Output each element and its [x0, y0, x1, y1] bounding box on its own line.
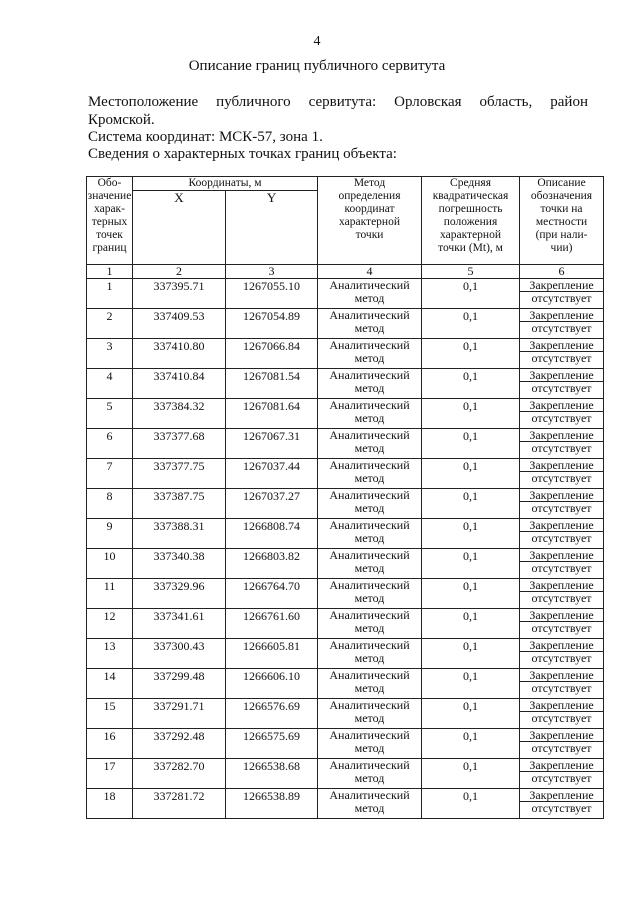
column-number: 3 [226, 265, 318, 279]
location-word: область, [479, 94, 533, 110]
description-text: отсутствует [531, 501, 592, 515]
point-number: 2 [87, 309, 133, 339]
method-text: Аналитический [329, 758, 410, 772]
method-cell [318, 279, 422, 309]
method-text: метод [354, 411, 385, 425]
coordinate-y: 1266761.60 [226, 609, 318, 639]
method-text: метод [354, 531, 385, 545]
method-text: метод [354, 741, 385, 755]
header-description: Описание обозначения точки на местности (при нали- чии) [520, 177, 604, 265]
coordinate-x: 337341.61 [133, 609, 226, 639]
column-number-row [87, 265, 604, 279]
document-title: Описание границ публичного сервитута [188, 58, 446, 74]
method-cell [318, 759, 422, 789]
description-text: отсутствует [531, 471, 592, 485]
description-cell [520, 279, 604, 309]
error-value: 0,1 [422, 549, 520, 579]
description-text: Закрепление [520, 519, 603, 532]
table-row [87, 789, 604, 819]
point-number: 10 [87, 549, 133, 579]
coordinate-y: 1266764.70 [226, 579, 318, 609]
error-value: 0,1 [422, 759, 520, 789]
column-number: 6 [520, 265, 604, 279]
error-value: 0,1 [422, 729, 520, 759]
description-text: отсутствует [531, 711, 592, 725]
column-number: 4 [318, 265, 422, 279]
description-text: отсутствует [531, 531, 592, 545]
method-text: метод [354, 561, 385, 575]
coordinate-y: 1266576.69 [226, 699, 318, 729]
method-text: метод [354, 321, 385, 335]
description-text: отсутствует [531, 351, 592, 365]
table-row [87, 519, 604, 549]
page-number: 4 [313, 34, 321, 49]
error-value: 0,1 [422, 279, 520, 309]
description-text: Закрепление [520, 279, 603, 292]
description-cell [520, 759, 604, 789]
description-text: отсутствует [531, 771, 592, 785]
method-text: Аналитический [329, 518, 410, 532]
method-cell [318, 309, 422, 339]
coordinate-x: 337409.53 [133, 309, 226, 339]
error-value: 0,1 [422, 789, 520, 819]
point-number: 4 [87, 369, 133, 399]
header-point-designation: Обо- значение харак- терных точек границ [87, 177, 133, 265]
method-cell [318, 399, 422, 429]
method-text: Аналитический [329, 458, 410, 472]
description-text: Закрепление [520, 699, 603, 712]
error-value: 0,1 [422, 579, 520, 609]
table-row [87, 579, 604, 609]
method-text: Аналитический [329, 668, 410, 682]
description-cell [520, 339, 604, 369]
error-value: 0,1 [422, 309, 520, 339]
coordinate-x: 337291.71 [133, 699, 226, 729]
coordinate-y: 1266605.81 [226, 639, 318, 669]
table-row [87, 459, 604, 489]
method-text: Аналитический [329, 548, 410, 562]
description-text: Закрепление [520, 489, 603, 502]
method-text: метод [354, 351, 385, 365]
table-row [87, 309, 604, 339]
method-cell [318, 789, 422, 819]
header-error: Средняя квадратическая погрешность положения характерной точки (Mt), м [422, 177, 520, 265]
table-row [87, 279, 604, 309]
point-number: 17 [87, 759, 133, 789]
point-number: 12 [87, 609, 133, 639]
header-y: Y [226, 191, 318, 265]
table-row [87, 609, 604, 639]
table-row [87, 429, 604, 459]
point-number: 7 [87, 459, 133, 489]
description-text: отсутствует [531, 741, 592, 755]
method-text: метод [354, 651, 385, 665]
coordinate-system: Система координат: МСК-57, зона 1. [88, 129, 323, 145]
coordinate-y: 1267055.10 [226, 279, 318, 309]
description-cell [520, 639, 604, 669]
description-text: отсутствует [531, 381, 592, 395]
coordinate-x: 337300.43 [133, 639, 226, 669]
description-text: Закрепление [520, 579, 603, 592]
coordinate-y: 1267054.89 [226, 309, 318, 339]
column-number: 2 [133, 265, 226, 279]
method-text: метод [354, 501, 385, 515]
coordinate-y: 1266808.74 [226, 519, 318, 549]
description-cell [520, 669, 604, 699]
method-cell [318, 519, 422, 549]
method-text: метод [354, 291, 385, 305]
method-text: метод [354, 441, 385, 455]
coordinate-y: 1266606.10 [226, 669, 318, 699]
coordinate-y: 1267081.54 [226, 369, 318, 399]
method-cell [318, 699, 422, 729]
method-text: метод [354, 381, 385, 395]
point-number: 1 [87, 279, 133, 309]
description-text: отсутствует [531, 321, 592, 335]
error-value: 0,1 [422, 519, 520, 549]
location-word: публичного [216, 94, 291, 110]
location-continuation: Кромской. [88, 112, 155, 128]
table-row [87, 399, 604, 429]
method-text: метод [354, 771, 385, 785]
method-cell [318, 339, 422, 369]
description-cell [520, 519, 604, 549]
description-text: отсутствует [531, 291, 592, 305]
description-cell [520, 309, 604, 339]
description-text: Закрепление [520, 639, 603, 652]
coordinate-x: 337281.72 [133, 789, 226, 819]
description-text: отсутствует [531, 651, 592, 665]
description-text: Закрепление [520, 429, 603, 442]
table-row [87, 669, 604, 699]
method-text: метод [354, 621, 385, 635]
method-text: Аналитический [329, 578, 410, 592]
point-number: 18 [87, 789, 133, 819]
method-text: Аналитический [329, 728, 410, 742]
coordinate-x: 337299.48 [133, 669, 226, 699]
point-number: 14 [87, 669, 133, 699]
method-cell [318, 639, 422, 669]
point-number: 15 [87, 699, 133, 729]
coordinate-y: 1267037.27 [226, 489, 318, 519]
table-row [87, 339, 604, 369]
description-text: Закрепление [520, 669, 603, 682]
description-cell [520, 369, 604, 399]
method-text: метод [354, 591, 385, 605]
coordinate-y: 1266538.89 [226, 789, 318, 819]
method-text: Аналитический [329, 278, 410, 292]
description-cell [520, 789, 604, 819]
description-text: Закрепление [520, 369, 603, 382]
point-number: 16 [87, 729, 133, 759]
point-number: 6 [87, 429, 133, 459]
points-caption: Сведения о характерных точках границ объекта: [88, 146, 397, 162]
description-text: Закрепление [520, 549, 603, 562]
coordinates-table [86, 176, 604, 819]
coordinate-y: 1267067.31 [226, 429, 318, 459]
method-cell [318, 729, 422, 759]
coordinate-x: 337282.70 [133, 759, 226, 789]
table-row [87, 759, 604, 789]
description-cell [520, 429, 604, 459]
description-text: Закрепление [520, 459, 603, 472]
coordinate-x: 337384.32 [133, 399, 226, 429]
error-value: 0,1 [422, 339, 520, 369]
method-text: метод [354, 681, 385, 695]
method-text: метод [354, 801, 385, 815]
error-value: 0,1 [422, 489, 520, 519]
error-value: 0,1 [422, 669, 520, 699]
description-cell [520, 729, 604, 759]
header-x: X [133, 191, 226, 265]
point-number: 13 [87, 639, 133, 669]
method-text: Аналитический [329, 308, 410, 322]
header-method: Метод определения координат характерной точки [318, 177, 422, 265]
error-value: 0,1 [422, 429, 520, 459]
column-number: 1 [87, 265, 133, 279]
location-word: район [550, 94, 588, 110]
coordinate-x: 337329.96 [133, 579, 226, 609]
description-text: Закрепление [520, 729, 603, 742]
table-row [87, 489, 604, 519]
method-text: Аналитический [329, 638, 410, 652]
description-cell [520, 549, 604, 579]
table-row [87, 699, 604, 729]
error-value: 0,1 [422, 369, 520, 399]
coordinate-x: 337395.71 [133, 279, 226, 309]
description-cell [520, 399, 604, 429]
method-cell [318, 609, 422, 639]
method-text: Аналитический [329, 698, 410, 712]
coordinate-x: 337410.80 [133, 339, 226, 369]
point-number: 5 [87, 399, 133, 429]
table-body [87, 279, 604, 819]
location-word: Орловская [394, 94, 462, 110]
coordinate-y: 1267037.44 [226, 459, 318, 489]
header-coordinates: Координаты, м [133, 177, 318, 191]
error-value: 0,1 [422, 399, 520, 429]
description-text: отсутствует [531, 561, 592, 575]
description-text: отсутствует [531, 621, 592, 635]
coordinate-y: 1267081.64 [226, 399, 318, 429]
method-text: Аналитический [329, 398, 410, 412]
description-text: Закрепление [520, 609, 603, 622]
description-text: Закрепление [520, 789, 603, 802]
method-text: Аналитический [329, 608, 410, 622]
location-word: Местоположение [88, 94, 199, 110]
coordinate-y: 1266575.69 [226, 729, 318, 759]
table-row [87, 369, 604, 399]
description-text: отсутствует [531, 591, 592, 605]
description-cell [520, 489, 604, 519]
description-text: отсутствует [531, 441, 592, 455]
description-text: отсутствует [531, 801, 592, 815]
description-text: Закрепление [520, 399, 603, 412]
method-cell [318, 369, 422, 399]
method-text: метод [354, 471, 385, 485]
point-number: 11 [87, 579, 133, 609]
coordinate-y: 1266538.68 [226, 759, 318, 789]
method-text: Аналитический [329, 428, 410, 442]
method-cell [318, 489, 422, 519]
coordinate-x: 337377.68 [133, 429, 226, 459]
coordinate-x: 337410.84 [133, 369, 226, 399]
method-text: Аналитический [329, 338, 410, 352]
description-cell [520, 579, 604, 609]
error-value: 0,1 [422, 459, 520, 489]
method-text: Аналитический [329, 788, 410, 802]
description-cell [520, 609, 604, 639]
description-text: отсутствует [531, 681, 592, 695]
point-number: 9 [87, 519, 133, 549]
column-number: 5 [422, 265, 520, 279]
description-text: Закрепление [520, 759, 603, 772]
method-text: Аналитический [329, 488, 410, 502]
error-value: 0,1 [422, 609, 520, 639]
method-cell [318, 459, 422, 489]
coordinate-x: 337340.38 [133, 549, 226, 579]
point-number: 3 [87, 339, 133, 369]
description-text: Закрепление [520, 309, 603, 322]
method-text: метод [354, 711, 385, 725]
method-cell [318, 579, 422, 609]
coordinate-x: 337377.75 [133, 459, 226, 489]
coordinate-x: 337292.48 [133, 729, 226, 759]
location-line [88, 93, 588, 111]
coordinate-y: 1266803.82 [226, 549, 318, 579]
method-cell [318, 549, 422, 579]
table-row [87, 729, 604, 759]
description-text: Закрепление [520, 339, 603, 352]
coordinate-x: 337388.31 [133, 519, 226, 549]
description-cell [520, 459, 604, 489]
coordinate-y: 1267066.84 [226, 339, 318, 369]
table-row [87, 549, 604, 579]
description-text: отсутствует [531, 411, 592, 425]
error-value: 0,1 [422, 699, 520, 729]
description-cell [520, 699, 604, 729]
method-cell [318, 429, 422, 459]
error-value: 0,1 [422, 639, 520, 669]
method-text: Аналитический [329, 368, 410, 382]
table-row [87, 639, 604, 669]
method-cell [318, 669, 422, 699]
location-word: сервитута: [308, 94, 377, 110]
coordinate-x: 337387.75 [133, 489, 226, 519]
point-number: 8 [87, 489, 133, 519]
